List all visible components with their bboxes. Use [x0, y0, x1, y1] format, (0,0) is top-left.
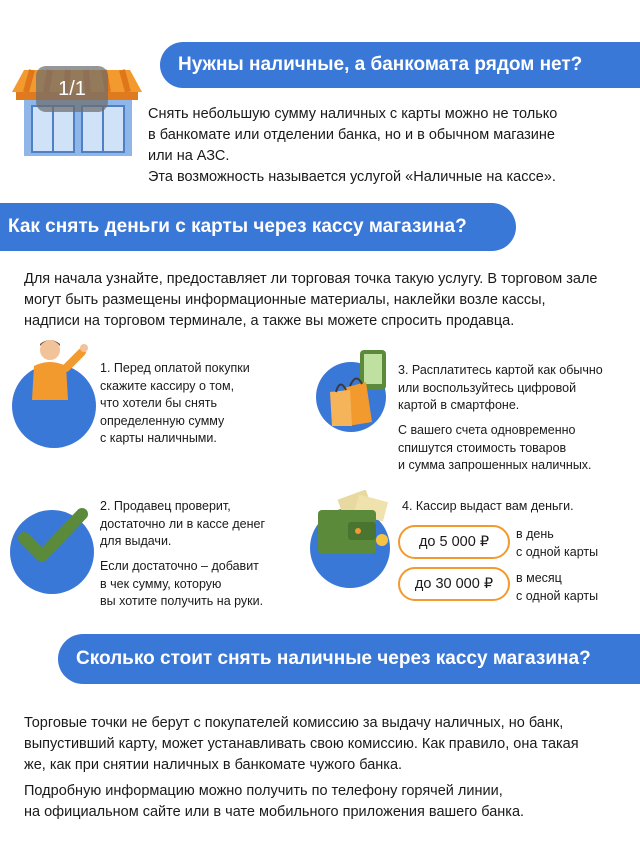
step1-line: 1. Перед оплатой покупки [100, 361, 250, 375]
step3-line: 3. Расплатитесь картой как обычно [398, 363, 603, 377]
cost-para1-line: выпустивший карту, может устанавливать свою комиссию. Как правило, она такая [24, 736, 579, 752]
limit-desc-daily [516, 526, 634, 561]
how-title-banner [0, 203, 516, 251]
hero-title-banner [160, 42, 640, 88]
cost-para2-line: на официальном сайте или в чате мобильного приложения вашего банка. [24, 804, 525, 820]
step2-line: Если достаточно – добавит [100, 559, 259, 573]
limit-amount-daily [398, 525, 510, 559]
step3-line: и сумма запрошенных наличных. [398, 458, 592, 472]
limit-desc-monthly [516, 570, 634, 605]
page-indicator [36, 66, 108, 112]
cost-para1-line: Торговые точки не берут с покупателей комиссию за выдачу наличных, но банк, [24, 715, 564, 731]
cost-para2-line: Подробную информацию можно получить по телефону горячей линии, [24, 783, 503, 799]
step3-text-a [398, 362, 628, 415]
step1-line: с карты наличными. [100, 431, 217, 445]
hero-text-line: Эта возможность называется услугой «Наличные на кассе». [148, 169, 556, 185]
step2-line: 2. Продавец проверит, [100, 499, 231, 513]
step3-line: или воспользуйтесь цифровой [398, 380, 577, 395]
how-intro [24, 269, 624, 332]
limit-desc-line: с одной карты [516, 588, 599, 603]
step1-line: определенную сумму [100, 413, 225, 428]
step2-line: достаточно ли в кассе денег [100, 516, 266, 531]
cost-para1 [24, 713, 624, 776]
shopping-bags-icon [320, 348, 392, 428]
hero-text-line: в банкомате или отделении банка, но и в обычном магазине [148, 127, 555, 143]
page-indicator-text: 1/1 [58, 77, 86, 100]
step2-line: в чек сумму, которую [100, 576, 222, 591]
step2-line: вы хотите получить на руки. [100, 594, 264, 608]
cost-title: Сколько стоит снять наличные через кассу магазина? [76, 648, 591, 669]
limit-amount-monthly-text: до 30 000 ₽ [414, 576, 494, 592]
step1-text [100, 360, 290, 448]
hero-title: Нужны наличные, а банкомата рядом нет? [178, 54, 583, 75]
step1-line: скажите кассиру о том, [100, 378, 235, 393]
how-intro-line: могут быть размещены информационные материалы, наклейки возле кассы, [24, 292, 546, 308]
limit-amount-daily-text: до 5 000 ₽ [418, 534, 490, 550]
step3-line: картой в смартфоне. [398, 398, 520, 412]
how-intro-line: надписи на торговом терминале, а также вы можете спросить продавца. [24, 313, 515, 329]
limit-amount-monthly [398, 567, 510, 601]
step4-title: 4. Кассир выдаст вам деньги. [402, 499, 574, 513]
wallet-money-icon [312, 490, 396, 570]
step2-text-a [100, 498, 300, 551]
cost-para1-line: же, как при снятии наличных в банкомате чужого банка. [24, 757, 403, 773]
limit-desc-line: с одной карты [516, 544, 599, 559]
step3-line: спишутся стоимость товаров [398, 440, 567, 455]
step2-text-b [100, 558, 300, 611]
step3-line: С вашего счета одновременно [398, 423, 576, 437]
limit-desc-line: в месяц [516, 571, 562, 585]
hero-text-line: или на АЗС. [148, 148, 230, 164]
how-title: Как снять деньги с карты через кассу магазина? [8, 216, 467, 237]
hero-text [148, 104, 628, 188]
step2-line: для выдачи. [100, 534, 172, 548]
step1-line: что хотели бы снять [100, 396, 217, 410]
checkmark-icon [18, 506, 88, 566]
limit-desc-line: в день [516, 527, 554, 541]
cost-para2 [24, 781, 624, 823]
hero-text-line: Снять небольшую сумму наличных с карты можно не только [148, 106, 558, 122]
person-icon [20, 336, 100, 432]
how-intro-line: Для начала узнайте, предоставляет ли торговая точка такую услугу. В торговом зале [24, 271, 598, 287]
step3-text-b [398, 422, 628, 475]
cost-title-banner [58, 634, 640, 684]
